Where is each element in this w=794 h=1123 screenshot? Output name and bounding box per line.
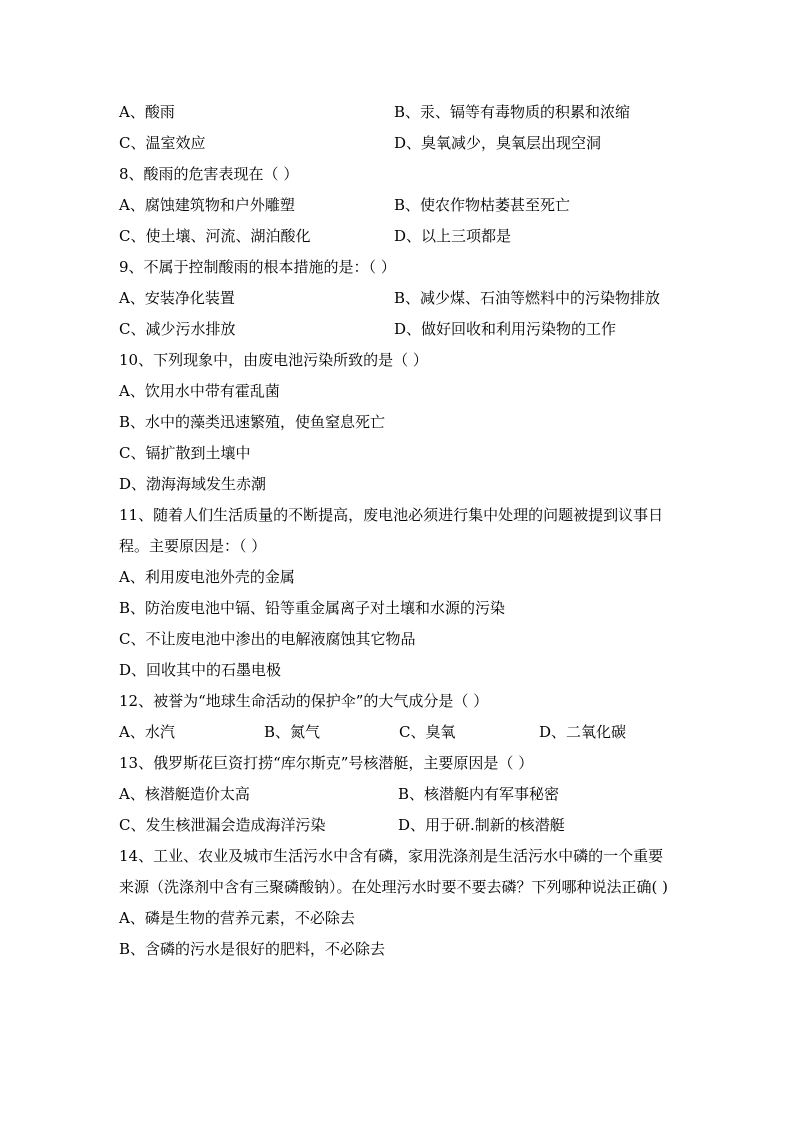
- q7-options-row-2: [119, 128, 679, 159]
- q9-options-row-1: [119, 283, 679, 314]
- q12-option-d: D、二氧化碳: [539, 723, 627, 741]
- q9-stem: 9、不属于控制酸雨的根本措施的是：（ ）: [119, 258, 396, 276]
- q7-option-d: D、臭氧减少，臭氧层出现空洞: [394, 134, 602, 152]
- q12-options-row: [119, 717, 679, 748]
- q12-option-a: A、水汽: [119, 723, 175, 741]
- q14-stem: 14、工业、农业及城市生活污水中含有磷，家用洗涤剂是生活污水中磷的一个重要来源（洗涤剂中含有三聚磷酸钠）。在处理污水时要不要去磷？下列哪种说法正确( ): [119, 847, 668, 896]
- q9-option-d: D、做好回收和利用污染物的工作: [394, 320, 617, 338]
- q7-option-c: C、温室效应: [119, 134, 206, 152]
- q11-option-b: B、防治废电池中镉、铅等重金属离子对土壤和水源的污染: [119, 599, 506, 617]
- q8-option-a: A、腐蚀建筑物和户外雕塑: [119, 196, 295, 214]
- q9-options-row-2: [119, 314, 679, 345]
- q8-options-row-2: [119, 221, 679, 252]
- q10-option-a: A、饮用水中带有霍乱菌: [119, 382, 280, 400]
- exam-page: [119, 97, 679, 965]
- q13-stem: 13、俄罗斯花巨资打捞“库尔斯克”号核潜艇，主要原因是（ ）: [119, 754, 534, 772]
- q13-option-a: A、核潜艇造价太高: [119, 785, 250, 803]
- q13-option-c: C、发生核泄漏会造成海洋污染: [119, 816, 326, 834]
- q8-option-c: C、使土壤、河流、湖泊酸化: [119, 227, 311, 245]
- q8-options-row-1: [119, 190, 679, 221]
- q11-option-c: C、不让废电池中渗出的电解液腐蚀其它物品: [119, 630, 416, 648]
- q13-option-b: B、核潜艇内有军事秘密: [398, 785, 560, 803]
- q11-stem: 11、随着人们生活质量的不断提高，废电池必须进行集中处理的问题被提到议事日程。主要原因是：（ ）: [119, 506, 664, 555]
- q14-option-a: A、磷是生物的营养元素，不必除去: [119, 909, 355, 927]
- q11-option-a: A、利用废电池外壳的金属: [119, 568, 295, 586]
- q7-options-row-1: [119, 97, 679, 128]
- q13-options-row-2: [119, 810, 679, 841]
- q12-option-c: C、臭氧: [399, 723, 456, 741]
- q10-stem: 10、下列现象中，由废电池污染所致的是（ ）: [119, 351, 428, 369]
- q8-option-d: D、以上三项都是: [394, 227, 512, 245]
- q7-option-b: B、汞、镉等有毒物质的积累和浓缩: [394, 103, 631, 121]
- q10-option-d: D、渤海海域发生赤潮: [119, 475, 267, 493]
- q9-option-b: B、减少煤、石油等燃料中的污染物排放: [394, 289, 661, 307]
- q9-option-c: C、减少污水排放: [119, 320, 236, 338]
- q11-option-d: D、回收其中的石墨电极: [119, 661, 282, 679]
- q10-option-b: B、水中的藻类迅速繁殖，使鱼窒息死亡: [119, 413, 386, 431]
- q8-stem: 8、酸雨的危害表现在（ ）: [119, 165, 299, 183]
- q12-option-b: B、氮气: [264, 723, 321, 741]
- q14-option-b: B、含磷的污水是很好的肥料，不必除去: [119, 940, 386, 958]
- q12-stem: 12、被誉为“地球生命活动的保护伞”的大气成分是（ ）: [119, 692, 489, 710]
- q13-options-row-1: [119, 779, 679, 810]
- q8-option-b: B、使农作物枯萎甚至死亡: [394, 196, 571, 214]
- q9-option-a: A、安装净化装置: [119, 289, 235, 307]
- q10-option-c: C、镉扩散到土壤中: [119, 444, 251, 462]
- q13-option-d: D、用于研.制新的核潜艇: [398, 816, 565, 834]
- q7-option-a: A、酸雨: [119, 103, 175, 121]
